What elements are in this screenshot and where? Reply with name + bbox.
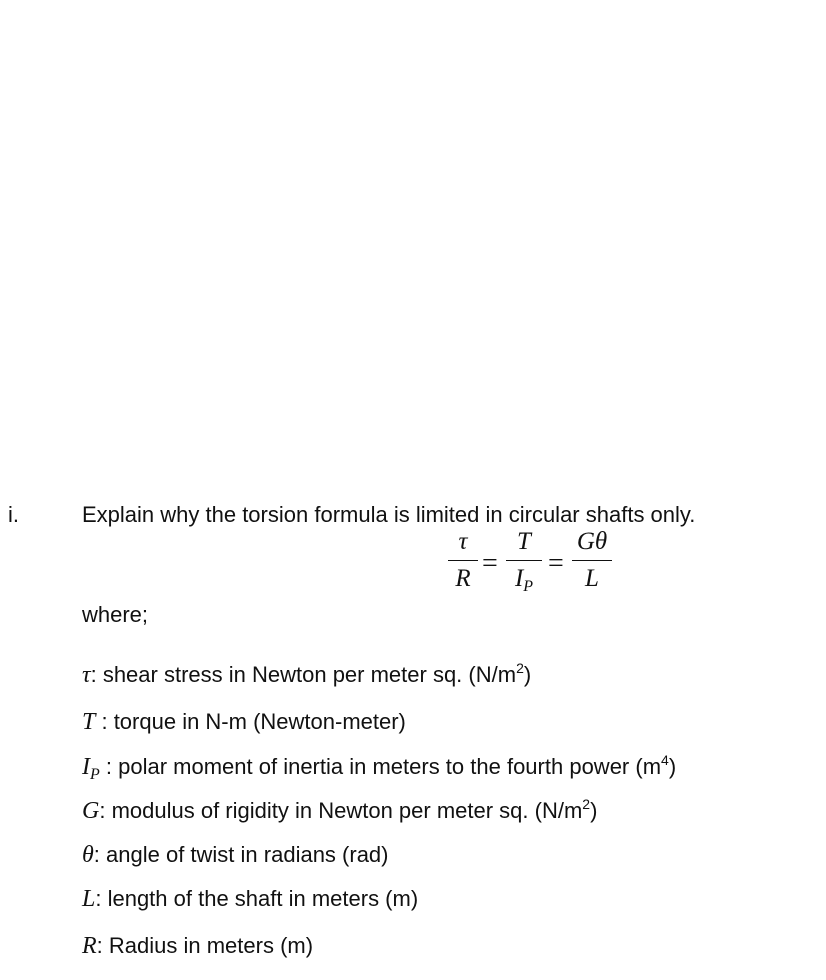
definition-text-end: ) [590, 798, 598, 823]
equals-sign: = [482, 548, 498, 579]
fraction-denominator [506, 565, 542, 593]
symbol-main: I [82, 754, 90, 780]
fraction-gtheta-over-l [572, 528, 612, 593]
question-text: Explain why the torsion formula is limited in circular shafts only. [82, 502, 696, 527]
definition-item [82, 886, 418, 913]
definition-symbol: G [82, 798, 100, 824]
fraction-tau-over-r [448, 528, 478, 593]
fraction-bar [572, 560, 612, 561]
definition-text-end: ) [668, 754, 677, 779]
definition-item [82, 662, 531, 689]
definition-item [82, 709, 406, 736]
fraction-denominator: L [585, 565, 599, 592]
definition-symbol: R [82, 933, 97, 959]
definition-symbol: τ [82, 662, 91, 688]
definition-superscript: 2 [516, 660, 524, 676]
definition-item [82, 933, 313, 960]
definition-superscript: 4 [661, 752, 669, 768]
definition-symbol: θ [82, 842, 94, 868]
definition-text: : torque in N-m (Newton-meter) [95, 709, 406, 734]
fraction-bar [448, 560, 478, 561]
definition-text: : Radius in meters (m) [96, 933, 314, 958]
definition-item [82, 842, 389, 869]
symbol-subscript: P [90, 766, 100, 783]
definition-text: : modulus of rigidity in Newton per meter sq. (N/m [99, 798, 583, 823]
fraction-numerator: Gθ [576, 528, 608, 555]
definition-item [82, 798, 597, 825]
definition-text: : polar moment of inertia in meters to the fourth power (m [99, 754, 662, 779]
definition-text: : shear stress in Newton per meter sq. (N/m [90, 662, 517, 687]
definition-symbol: T [82, 709, 96, 735]
definition-symbol: L [82, 886, 96, 912]
definition-text-end: ) [523, 662, 532, 687]
equals-sign: = [548, 548, 564, 579]
definition-text: : angle of twist in radians (rad) [93, 842, 389, 867]
fraction-numerator: τ [458, 528, 468, 555]
denominator-subscript: P [523, 578, 534, 595]
definition-item [82, 754, 676, 784]
where-label: where; [82, 602, 149, 627]
fraction-numerator: T [517, 528, 531, 555]
denominator-main: I [514, 565, 524, 592]
fraction-t-over-ip [506, 528, 542, 593]
fraction-denominator: R [455, 565, 471, 592]
definition-symbol [82, 754, 100, 783]
definition-superscript: 2 [582, 796, 591, 812]
definition-text: : length of the shaft in meters (m) [95, 886, 419, 911]
fraction-bar [506, 560, 542, 561]
list-item-number: i. [8, 502, 19, 527]
